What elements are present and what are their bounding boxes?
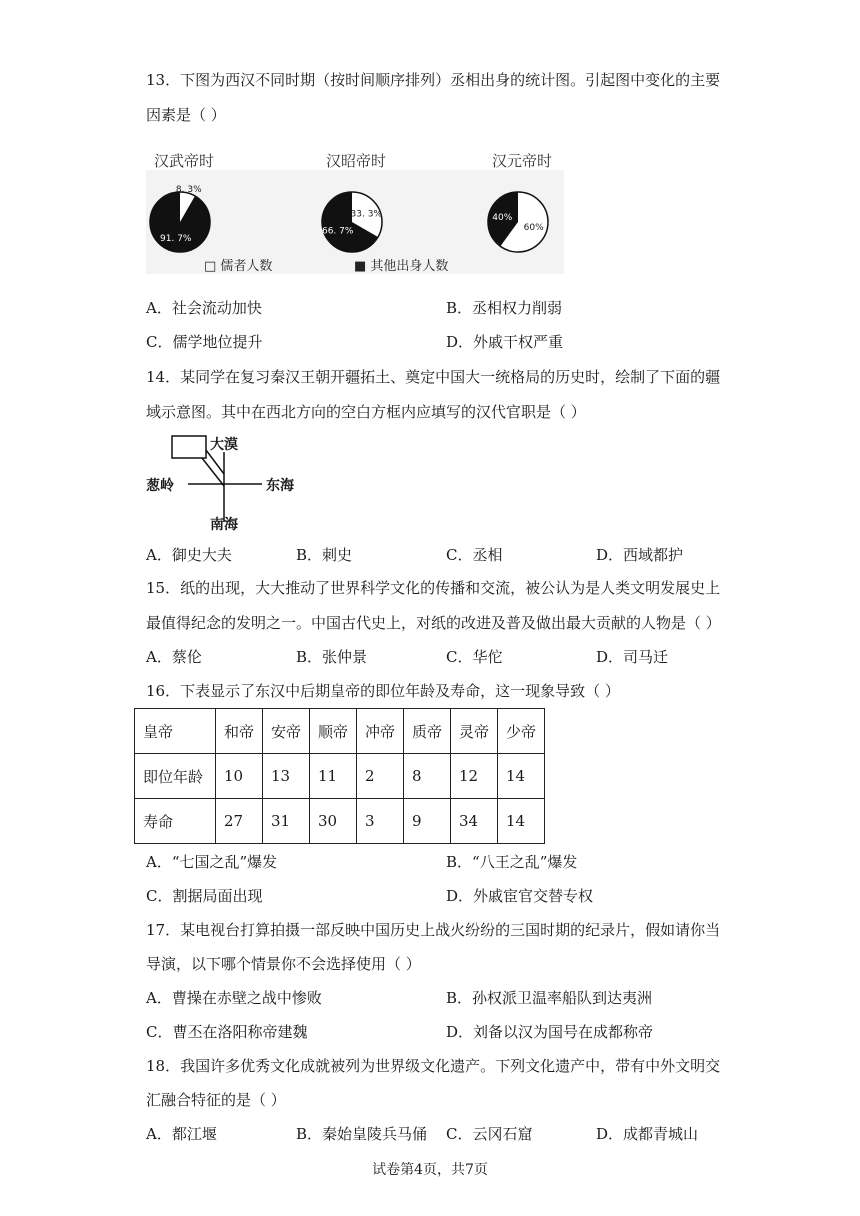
q15-stem-line1: 15．纸的出现，大大推动了世界科学文化的传播和交流，被公认为是人类文明发展史上 [146,579,721,597]
table-cell: 34 [451,799,498,844]
legend-confucian: □ 儒者人数 [204,259,273,274]
pie-label-confucian: 8. 3% [175,185,202,196]
q16-option-a[interactable]: A．“七国之乱”爆发 [146,853,278,871]
q17-option-d[interactable]: D．刘备以汉为国号在成都称帝 [446,1023,654,1041]
q18-stem-line1: 18．我国许多优秀文化成就被列为世界级文化遗产。下列文化遗产中，带有中外文明交 [146,1057,721,1075]
pie-title-yuandi: 汉元帝时 [492,152,553,170]
q15-stem-line2: 最值得纪念的发明之一。中国古代史上，对纸的改进及普及做出最大贡献的人物是（ ） [146,614,721,632]
q15-option-a[interactable]: A．蔡伦 [146,648,202,666]
q17-stem-line2: 导演，以下哪个情景你不会选择使用（ ） [146,955,421,973]
q16-emperor-table [134,708,545,844]
q13-option-b[interactable]: B．丞相权力削弱 [446,299,563,317]
q17-stem-line1: 17．某电视台打算拍摄一部反映中国历史上战火纷纷的三国时期的纪录片，假如请你当 [146,921,721,939]
table-cell: 和帝 [216,709,263,754]
map-label-south: 南海 [210,517,238,533]
map-label-north: 大漠 [210,437,238,453]
table-cell: 11 [310,754,357,799]
q17-option-a[interactable]: A．曹操在赤壁之战中惨败 [146,989,322,1007]
table-cell: 12 [451,754,498,799]
q15-option-b[interactable]: B．张仲景 [296,648,368,666]
table-cell: 冲帝 [357,709,404,754]
q18-option-d[interactable]: D．成都青城山 [596,1125,699,1143]
q14-option-b[interactable]: B．刺史 [296,546,353,564]
table-row-header [135,709,545,754]
table-cell: 灵帝 [451,709,498,754]
q17-option-c[interactable]: C．曹丕在洛阳称帝建魏 [146,1023,308,1041]
q15-option-c[interactable]: C．华佗 [446,648,503,666]
table-cell: 14 [498,799,545,844]
legend-other: ■ 其他出身人数 [354,259,449,274]
table-cell: 10 [216,754,263,799]
q14-option-c[interactable]: C．丞相 [446,546,503,564]
pie-label-confucian: 60% [523,223,544,234]
q13-option-a[interactable]: A．社会流动加快 [146,299,262,317]
table-cell: 即位年龄 [135,754,216,799]
blank-box [172,436,206,458]
pie-label-other: 91. 7% [160,233,192,244]
q13-stem-line1: 13．下图为西汉不同时期（按时间顺序排列）丞相出身的统计图。引起图中变化的主要 [146,71,721,89]
table-cell: 27 [216,799,263,844]
table-row-lifespan [135,799,545,844]
q15-option-d[interactable]: D．司马迁 [596,648,669,666]
q13-option-d[interactable]: D．外戚干权严重 [446,333,564,351]
table-cell: 质帝 [404,709,451,754]
table-cell: 顺帝 [310,709,357,754]
q17-option-b[interactable]: B．孙权派卫温率船队到达夷洲 [446,989,653,1007]
table-cell: 2 [357,754,404,799]
page-footer: 试卷第4页，共7页 [372,1162,488,1178]
q14-stem-line2: 域示意图。其中在西北方向的空白方框内应填写的汉代官职是（ ） [146,403,586,421]
q18-option-b[interactable]: B．秦始皇陵兵马俑 [296,1125,428,1143]
q14-stem-line1: 14．某同学在复习秦汉王朝开疆拓土、奠定中国大一统格局的历史时，绘制了下面的疆 [146,368,721,386]
q14-option-d[interactable]: D．西域都护 [596,546,684,564]
table-cell: 13 [263,754,310,799]
map-label-west: 葱岭 [146,478,174,494]
q13-pie-figure [146,150,564,274]
q13-stem-line2: 因素是（ ） [146,106,226,124]
q14-option-a[interactable]: A．御史大夫 [146,546,232,564]
table-cell: 31 [263,799,310,844]
q16-option-b[interactable]: B．“八王之乱”爆发 [446,853,578,871]
pie-title-wudi: 汉武帝时 [154,152,215,170]
table-cell: 8 [404,754,451,799]
q16-option-d[interactable]: D．外戚宦官交替专权 [446,887,594,905]
q18-stem-line2: 汇融合特征的是（ ） [146,1091,286,1109]
pie-label-other: 40% [492,212,513,223]
q16-option-c[interactable]: C．割据局面出现 [146,887,263,905]
table-cell: 寿命 [135,799,216,844]
q13-option-c[interactable]: C．儒学地位提升 [146,333,263,351]
table-cell: 14 [498,754,545,799]
table-row-age [135,754,545,799]
table-cell: 30 [310,799,357,844]
q14-territory-map [140,430,310,535]
q18-option-c[interactable]: C．云冈石窟 [446,1125,533,1143]
pie-title-zhaodi: 汉昭帝时 [326,152,387,170]
map-label-east: 东海 [266,478,294,494]
table-cell: 皇帝 [135,709,216,754]
pie-label-other: 66. 7% [321,226,354,237]
table-cell: 9 [404,799,451,844]
table-cell: 安帝 [263,709,310,754]
q16-stem: 16．下表显示了东汉中后期皇帝的即位年龄及寿命，这一现象导致（ ） [146,682,620,700]
table-cell: 少帝 [498,709,545,754]
q18-option-a[interactable]: A．都江堰 [146,1125,217,1143]
pie-label-confucian: 33. 3% [350,209,383,220]
table-cell: 3 [357,799,404,844]
